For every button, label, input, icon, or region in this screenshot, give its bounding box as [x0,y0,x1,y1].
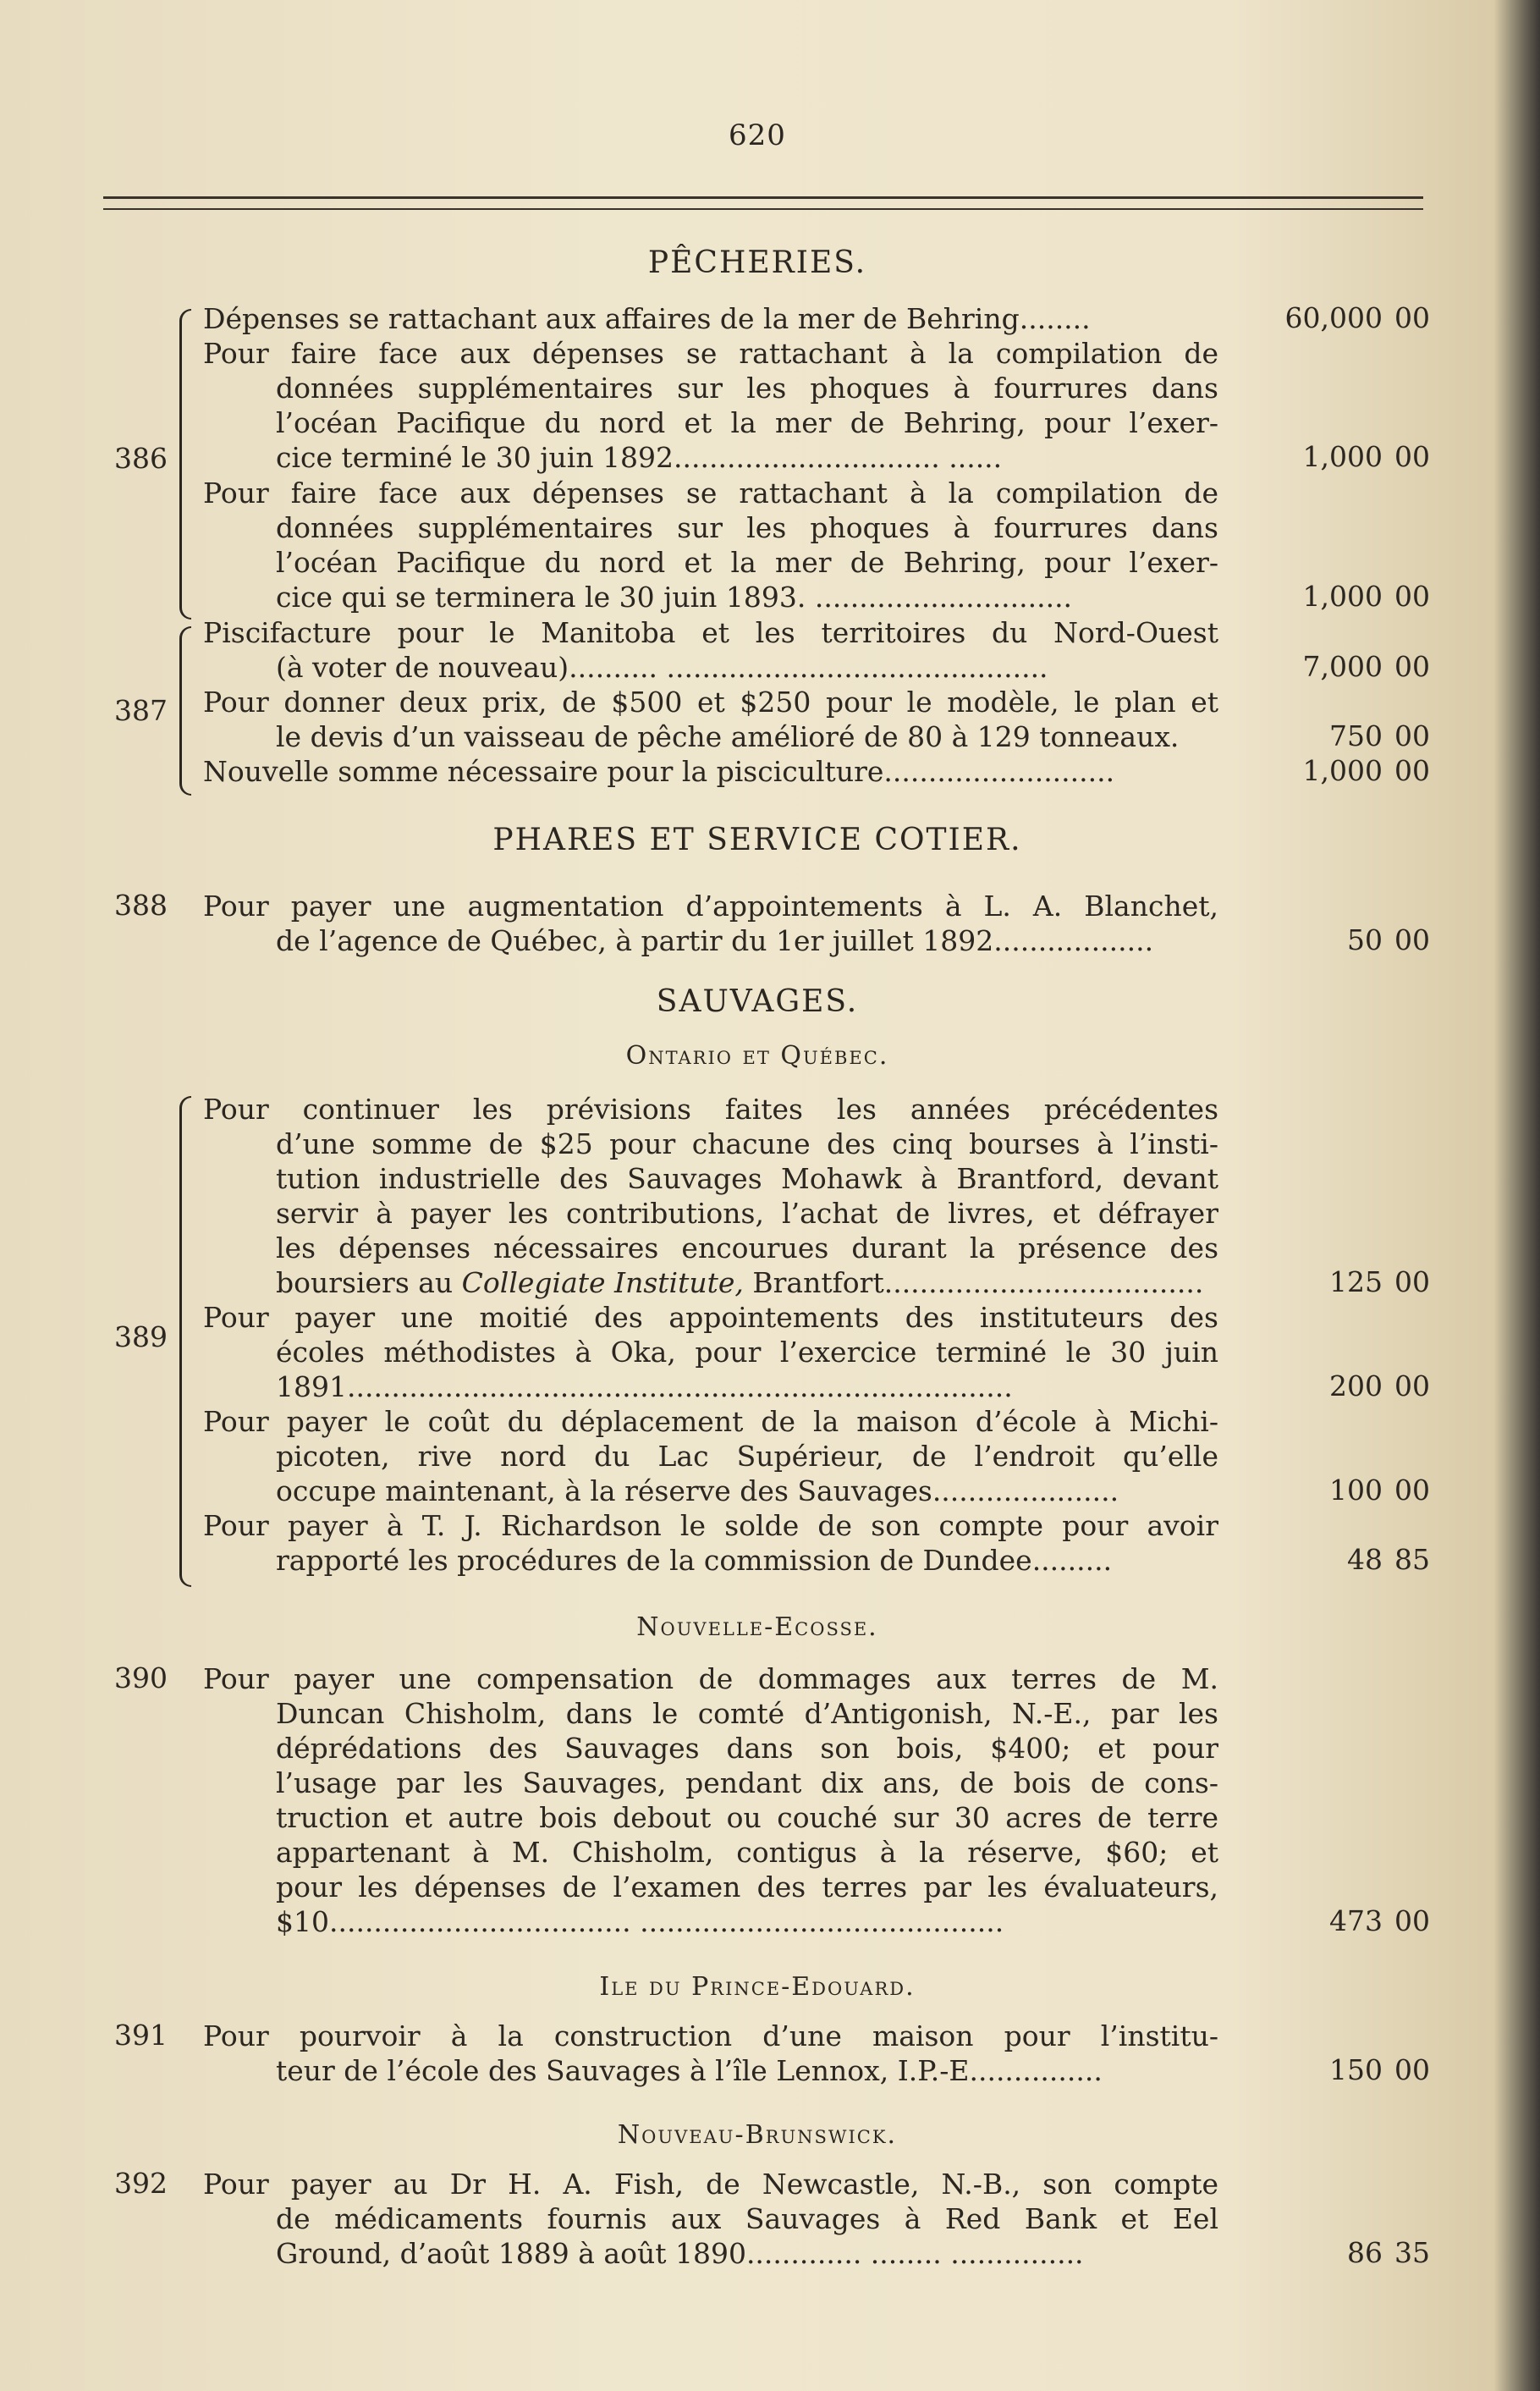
entry-number: 392 [114,2167,168,2200]
amount: 7,000 00 [1302,650,1430,683]
subheading-ile-prince-edouard: Ile du Prince-Edouard. [599,1972,916,2002]
section-heading-sauvages: SAUVAGES. [656,984,859,1019]
amount: 473 00 [1329,1904,1430,1937]
section-heading-phares: PHARES ET SERVICE COTIER. [492,823,1022,857]
budget-item: Pour payer une compensation de dommages aux terres de M. Duncan Chisholm, dans le comté d’Antigonish, N.-E., par les déprédations des Sauvages dans son bois, $400; et pour l’usage par les Sauvages, pendant dix ans, de bois de cons- truction et autre bois debout ou couché sur 30 acres de terre appartenant à M. Chisholm, contigus à la réserve, $60; et pour les dépenses de l’examen des terres par les évaluateurs, $10.................................. ......................................... [203,1662,1218,1938]
budget-item: Pour payer le coût du déplacement de la maison d’école à Michi- picoten, rive nord du Lac Supérieur, de l’endroit qu’elle occupe maintenant, à la réserve des Sauvages..................... [203,1405,1218,1507]
amount: 200 00 [1329,1369,1430,1402]
entry-number: 391 [114,2019,168,2052]
budget-item: Dépenses se rattachant aux affaires de la mer de Behring........ [203,302,1091,335]
amount: 125 00 [1329,1265,1430,1298]
entry-number: 387 [114,694,168,727]
budget-item: Pour continuer les prévisions faites les années précédentes d’une somme de $25 pour chacune des cinq bourses à l’insti- tution industrielle des Sauvages Mohawk à Brantford, devant servir à payer les contributions, l’achat de livres, et défrayer les dépenses nécessaires encourues durant la présence des boursiers au Collegiate Institute, Brantfort.................................... [203,1093,1218,1299]
budget-item: Pour payer au Dr H. A. Fish, de Newcastle, N.-B., son compte de médicaments fournis aux Sauvages à Red Bank et Eel Ground, d’août 1889 à août 1890............. ........ ............... [203,2168,1218,2270]
subheading-ontario: Ontario et Québec. [625,1041,889,1071]
subheading-nouvelle-ecosse: Nouvelle-Ecosse. [636,1612,878,1642]
budget-item: Pour payer une moitié des appointements des instituteurs des écoles méthodistes à Oka, pour l’exercice terminé le 30 juin 1891........................................................................... [203,1301,1218,1403]
amount: 50 00 [1347,923,1430,956]
budget-item: Pour faire face aux dépenses se rattachant à la compilation de données supplémentaires sur les phoques à fourrures dans l’océan Pacifique du nord et la mer de Behring, pour l’exer- cice qui se terminera le 30 juin 1893. ............................. [203,477,1218,614]
budget-item: Pour payer à T. J. Richardson le solde de son compte pour avoir rapporté les procédures de la commission de Dundee......... [203,1509,1218,1577]
entry-number: 390 [114,1661,168,1694]
page-number: 620 [729,118,786,152]
header-rule-thin [103,208,1423,210]
subheading-nouveau-brunswick: Nouveau-Brunswick. [617,2120,898,2150]
amount: 60,000 00 [1284,301,1430,334]
amount: 1,000 00 [1302,440,1430,473]
entry-number: 386 [114,442,168,475]
budget-item: Pour payer une augmentation d’appointements à L. A. Blanchet, de l’agence de Québec, à partir du 1er juillet 1892.................. [203,890,1218,957]
budget-item: Nouvelle somme nécessaire pour la pisciculture.......................... [203,755,1115,788]
amount: 48 85 [1347,1543,1430,1576]
budget-item: Pour pourvoir à la construction d’une maison pour l’institu- teur de l’école des Sauvages à l’île Lennox, I.P.-E............... [203,2019,1218,2087]
entry-number: 389 [114,1320,168,1353]
budget-item: Pour donner deux prix, de $500 et $250 pour le modèle, le plan et le devis d’un vaisseau de pêche amélioré de 80 à 129 tonneaux. [203,686,1218,753]
amount: 1,000 00 [1302,580,1430,613]
amount: 100 00 [1329,1474,1430,1507]
amount: 1,000 00 [1302,754,1430,787]
budget-item: Piscifacture pour le Manitoba et les territoires du Nord-Ouest (à voter de nouveau).......... ........................................... [203,616,1218,684]
amount: 150 00 [1329,2053,1430,2086]
brace-389 [179,1096,191,1587]
amount: 750 00 [1329,719,1430,752]
brace-387 [179,626,191,796]
brace-386 [179,309,191,620]
budget-item: Pour faire face aux dépenses se rattachant à la compilation de données supplémentaires sur les phoques à fourrures dans l’océan Pacifique du nord et la mer de Behring, pour l’exer- cice terminé le 30 juin 1892.............................. ...... [203,337,1218,474]
section-heading-pecheries: PÊCHERIES. [647,245,867,280]
amount: 86 35 [1347,2236,1430,2269]
header-rule [103,196,1423,199]
entry-number: 388 [114,889,168,922]
